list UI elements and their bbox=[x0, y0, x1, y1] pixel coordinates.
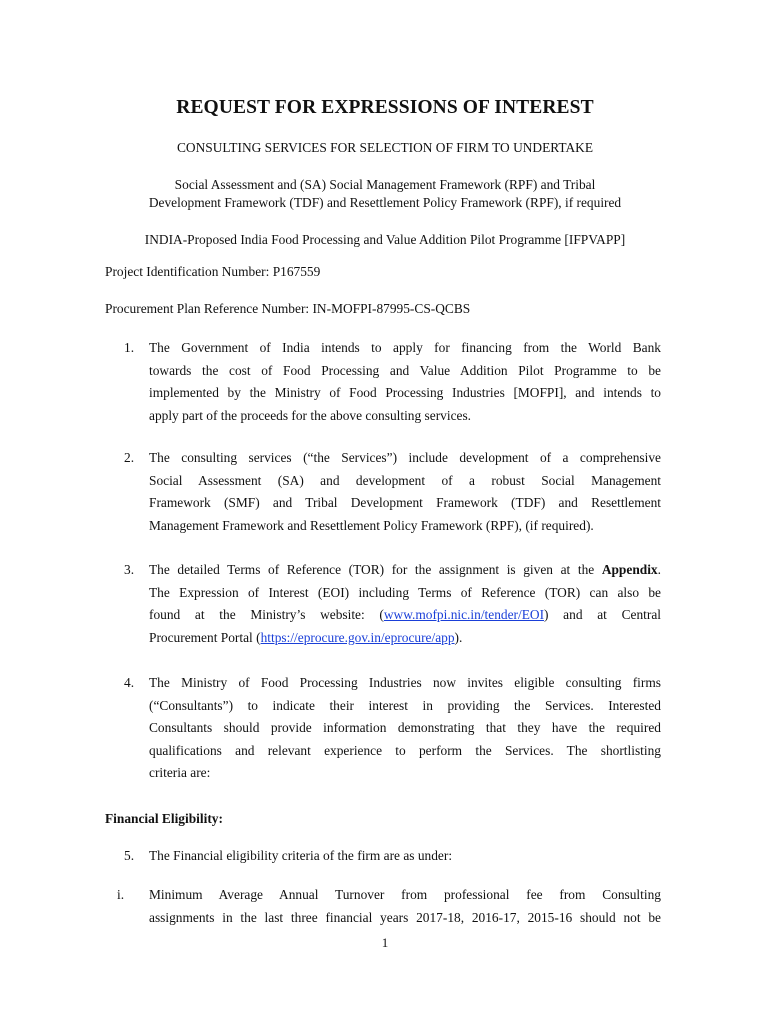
procurement-reference: Procurement Plan Reference Number: IN-MOFPI-87995-CS-QCBS bbox=[105, 301, 471, 316]
list-number: 3. bbox=[124, 562, 135, 577]
financial-eligibility-heading: Financial Eligibility: bbox=[105, 811, 223, 826]
list-item bbox=[149, 337, 661, 427]
list-item bbox=[149, 447, 661, 537]
list-item-line: Social Assessment (SA) and development of a robust Social Management bbox=[149, 472, 661, 488]
list-item-line: Minimum Average Annual Turnover from professional fee from Consulting bbox=[149, 887, 661, 902]
list-item-line: qualifications and relevant experience to perform the Services. The shortlisting bbox=[149, 742, 661, 758]
list-item-line: Management Framework and Resettlement Policy Framework (RPF), (if required). bbox=[149, 517, 594, 533]
project-identification: Project Identification Number: P167559 bbox=[105, 264, 321, 279]
list-item-line: apply part of the proceeds for the above consulting services. bbox=[149, 407, 472, 423]
list-item-line: implemented by the Ministry of Food Processing Industries [MOFPI], and intends to bbox=[149, 385, 661, 400]
list-number: 1. bbox=[124, 340, 135, 355]
list-item-line bbox=[149, 627, 661, 650]
appendix-bold: Appendix bbox=[601, 562, 658, 577]
eprocure-portal-link[interactable]: https://eprocure.gov.in/eprocure/app bbox=[260, 629, 455, 645]
text-span: The detailed Terms of Reference (TOR) for the assignment is given at the bbox=[149, 562, 602, 577]
text-span: Procurement Portal ( bbox=[149, 629, 261, 645]
list-item-line: The Financial eligibility criteria of the firm are as under: bbox=[149, 848, 453, 863]
list-item-line: The Ministry of Food Processing Industries now invites eligible consulting firms bbox=[149, 675, 661, 690]
list-item-line: Consultants should provide information demonstrating that they have the required bbox=[149, 720, 661, 735]
list-number: 5. bbox=[124, 848, 135, 863]
ministry-website-link[interactable]: www.mofpi.nic.in/tender/EOI bbox=[383, 607, 545, 622]
list-item-line: Framework (SMF) and Tribal Development Framework (TDF) and Resettlement bbox=[149, 495, 661, 510]
scope-line-1: Social Assessment and (SA) Social Management Framework (RPF) and Tribal bbox=[174, 177, 596, 192]
list-item-line: assignments in the last three financial years 2017-18, 2016-17, 2015-16 should not be bbox=[149, 909, 661, 925]
text-span: ) and at Central bbox=[544, 607, 661, 622]
list-item-line bbox=[149, 559, 661, 582]
page-number: 1 bbox=[381, 935, 389, 950]
list-item-line: The Government of India intends to apply for financing from the World Bank bbox=[149, 340, 661, 355]
list-item-line: The Expression of Interest (EOI) including Terms of Reference (TOR) can also be bbox=[149, 584, 661, 600]
programme-name: INDIA-Proposed India Food Processing and Value Addition Pilot Programme [IFPVAPP] bbox=[144, 232, 626, 247]
list-item bbox=[149, 672, 661, 785]
list-item-line: criteria are: bbox=[149, 765, 211, 780]
list-number: 2. bbox=[124, 450, 135, 465]
list-number: 4. bbox=[124, 675, 135, 690]
list-item-line: (“Consultants”) to indicate their interest in providing the Services. Interested bbox=[149, 697, 661, 713]
scope-line-2: Development Framework (TDF) and Resettlement Policy Framework (RPF), if required bbox=[148, 195, 622, 210]
list-item-line bbox=[149, 604, 661, 627]
sub-list-item bbox=[149, 884, 661, 929]
sub-list-number: i. bbox=[117, 887, 125, 902]
text-span: ). bbox=[454, 629, 463, 645]
list-item-line: The consulting services (“the Services”) include development of a comprehensive bbox=[149, 450, 661, 465]
text-span: found at the Ministry’s website: ( bbox=[149, 607, 384, 622]
list-item-line: towards the cost of Food Processing and Value Addition Pilot Programme to be bbox=[149, 362, 661, 378]
list-item bbox=[149, 845, 661, 868]
list-item bbox=[149, 559, 661, 649]
document-title: REQUEST FOR EXPRESSIONS OF INTEREST bbox=[176, 97, 594, 118]
document-subtitle: CONSULTING SERVICES FOR SELECTION OF FIRM TO UNDERTAKE bbox=[176, 140, 594, 155]
text-span: . bbox=[657, 562, 661, 577]
